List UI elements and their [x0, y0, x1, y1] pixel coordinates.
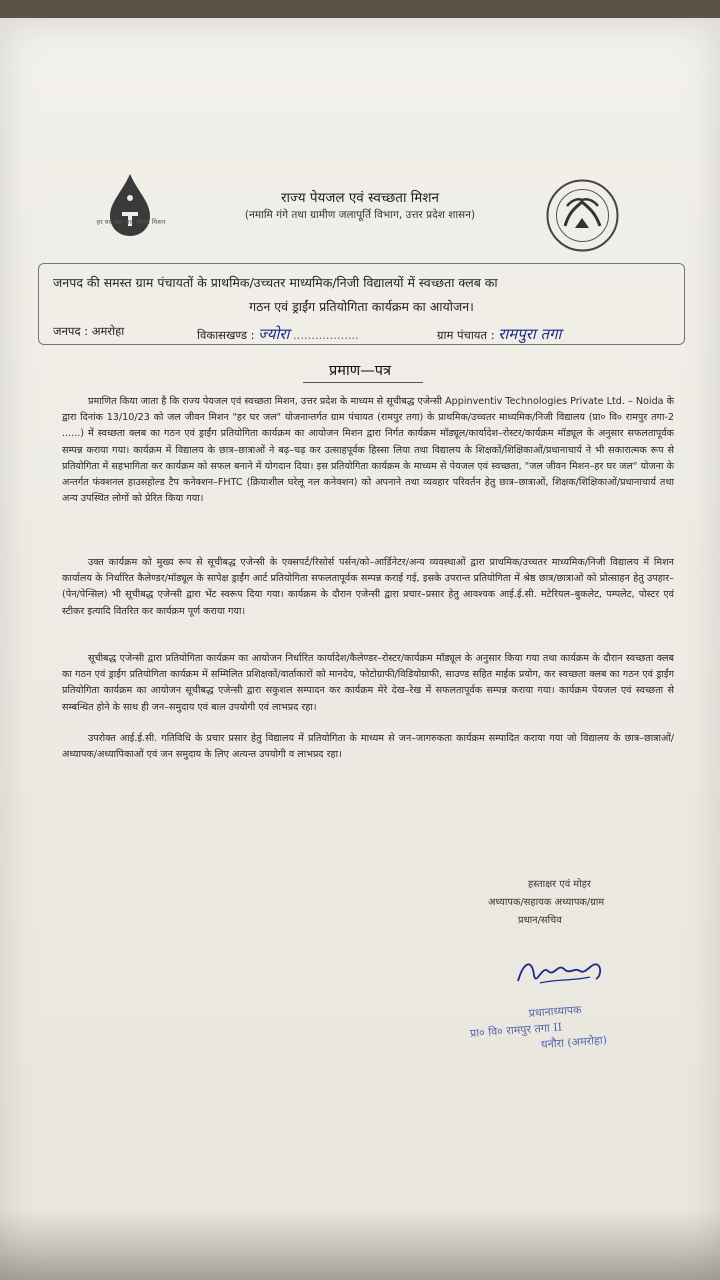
paragraph-2: उक्त कार्यक्रम को मुख्य रूप से सूचीबद्ध एजेन्सी के एक्सपर्ट/रिसोर्स पर्सन/को–आर्डिनेटर/अन्य व्यवस्थाओं द्वारा प्राथमिक/उच्चतर माध्यमिक/निजी विद्यालय में मिशन कार्यालय के निर्धारित कैलेण्डर/मॉड्यूल के सापेक्ष ड्राईंग आर्ट प्रतियोगिता सफलतापूर्वक सम्पन्न कराई गई, इसके उपरान्त प्रतियोगिता में श्रेष्ठ छात्र/छात्राओं को प्रोत्साहन हेतु उपहार–(पेन/पेन्सिल) भी सूचीबद्ध एजेन्सी द्वारा भेंट स्वरूप दिया गया। कार्यक्रम के दौरान एजेन्सी द्वारा प्रचार–प्रसार हेतु आवश्यक आई.ई.सी. मटेरियल–बुकलेट, पम्पलेट, पोस्टर एवं स्टीकर इत्यादि वितरित कर कार्यक्रम पूर्ण कराया गया।: [62, 557, 674, 617]
signature-role-line: अध्यापक/सहायक अध्यापक/ग्राम: [488, 897, 605, 908]
district-value: अमरोहा: [91, 324, 125, 338]
stamp-line-3: धनौरा (अमरोहा): [540, 1033, 608, 1052]
panchayat-field: [437, 324, 561, 344]
panchayat-label: ग्राम पंचायत :: [437, 328, 495, 342]
district-field: [53, 324, 124, 339]
mission-title: राज्य पेयजल एवं स्वच्छता मिशन: [281, 190, 439, 206]
subject-line-2: गठन एवं ड्राईंग प्रतियोगिता कार्यक्रम का आयोजन।: [249, 299, 474, 314]
signature-role-line-2: प्रधान/सचिव: [518, 915, 562, 926]
logo-left-caption: हर घर जल जल जीवन मिशन: [96, 218, 166, 226]
paragraph-1: प्रमाणित किया जाता है कि राज्य पेयजल एवं स्वच्छता मिशन, उत्तर प्रदेश के माध्यम से सूचीबद्ध एजेन्सी Appinventiv Technologies Private Ltd. – Noida के द्वारा दिनांक 13/10/23 को जल जीवन मिशन "हर घर जल" योजनान्तर्गत ग्राम पंचायत (रामपुर तगा) के प्राथमिक/उच्चतर माध्यमिक/निजी विद्यालय (प्रा० वि० रामपुर तगा-2 ......) में स्वच्छता क्लब का गठन एवं ड्राईंग प्रतियोगिता कार्यक्रम का आयोजन मिशन द्वारा निर्गत कार्यक्रम मॉड्यूल/कार्यादेश–रोस्टर/कार्यक्रम मॉड्यूल के अनुसार सफलतापूर्वक सम्पन्न कराया गया। कार्यक्रम में विद्यालय के छात्र–छात्राओं ने बढ़–चढ़ कर उत्साहपूर्वक हिस्सा लिया तथा विद्यालय के शिक्षकों/शिक्षिकाओं/प्रधानाचार्य ने भी सकारात्मक रूप से प्रतियोगिता में सहभागिता कर कार्यक्रम को सफल बनाने में योगदान दिया। इस प्रतियोगिता कार्यक्रम के माध्यम से पेयजल एवं स्वच्छता, "जल जीवन मिशन–हर घर जल" योजना के अन्तर्गत फंक्शनल हाउसहोल्ड टैप कनेक्शन–FHTC (क्रियाशील घरेलू नल कनेक्शन) को अपनाने तथा व्यवहार परिवर्तन हेतु छात्र–छात्राओं, शिक्षक/शिक्षिकाओं/प्रधानाचार्य तथा अन्य उपस्थित लोगों को प्रेरित किया गया।: [62, 396, 674, 505]
panchayat-value: रामपुरा तगा: [498, 325, 562, 343]
paragraph-4: उपरोक्त आई.ई.सी. गतिविधि के प्रचार प्रसार हेतु विद्यालय में प्रतियोगिता के माध्यम से जन–जागरुकता कार्यक्रम सम्पादित कराया गया जो विद्यालय के छात्र–छात्राओं/अध्यापक/अध्यापिकाओं एवं जन समुदाय के लिए अत्यन्त उपयोगी व लाभप्रद रहा।: [62, 733, 674, 761]
certificate-title: प्रमाण—पत्र: [329, 363, 391, 379]
block-label: विकासखण्ड :: [197, 328, 255, 342]
block-value: ज्योरा: [258, 325, 290, 343]
subject-box: [38, 263, 685, 345]
document-page: [0, 18, 720, 1280]
block-field: विकासखण्ड : ज्योरा ..................: [197, 325, 359, 343]
up-government-seal-icon: [545, 178, 620, 253]
mission-subtitle: (नमामि गंगे तथा ग्रामीण जलापूर्ति विभाग, उत्तर प्रदेश शासन): [244, 209, 476, 221]
signature-block: [488, 876, 604, 930]
district-label: जनपद :: [53, 324, 89, 338]
stamp-line-2: प्रा० वि० रामपुर तगा II: [469, 1020, 563, 1040]
signature-label: हस्ताक्षर एवं मोहर: [528, 879, 591, 890]
headmaster-stamp: [468, 996, 671, 1065]
page-shadow: [0, 1210, 720, 1280]
subject-line-1: जनपद की समस्त ग्राम पंचायतों के प्राथमिक/उच्चतर माध्यमिक/निजी विद्यालयों में स्वच्छता क्लब का: [53, 275, 498, 290]
title-underline: [303, 382, 423, 383]
stamp-line-1: प्रधानाध्यापक: [528, 1003, 582, 1020]
paragraph-3: सूचीबद्ध एजेन्सी द्वारा प्रतियोगिता कार्यक्रम का आयोजन निर्धारित कार्यादेश/कैलेण्डर–रोस्टर/कार्यक्रम मॉड्यूल के अनुसार किया गया तथा कार्यक्रम के दौरान स्वच्छता क्लब का गठन एवं ड्राईंग प्रतियोगिता कार्यक्रम में सम्मिलित प्रशिक्षकों/वार्ताकारों को मानदेय, फोटोग्राफी/विडियोग्राफी, साउण्ड सहित माईक प्रयोग, कर स्वच्छता क्लब का गठन एवं ड्राईंग प्रतियोगिता कार्यक्रम का आयोजन सूचीबद्ध एजेन्सी द्वारा सकुशल सम्पादन कर कार्यक्रम मेरे देख–रेख में सफलतापूर्वक सम्पन्न कराया गया। कार्यक्रम पेयजल एवं स्वच्छता से सम्बन्धित होने के साथ ही जन–समुदाय एवं बाल उपयोगी एवं लाभप्रद रहा।: [62, 653, 674, 713]
handwritten-signature: [510, 953, 610, 993]
